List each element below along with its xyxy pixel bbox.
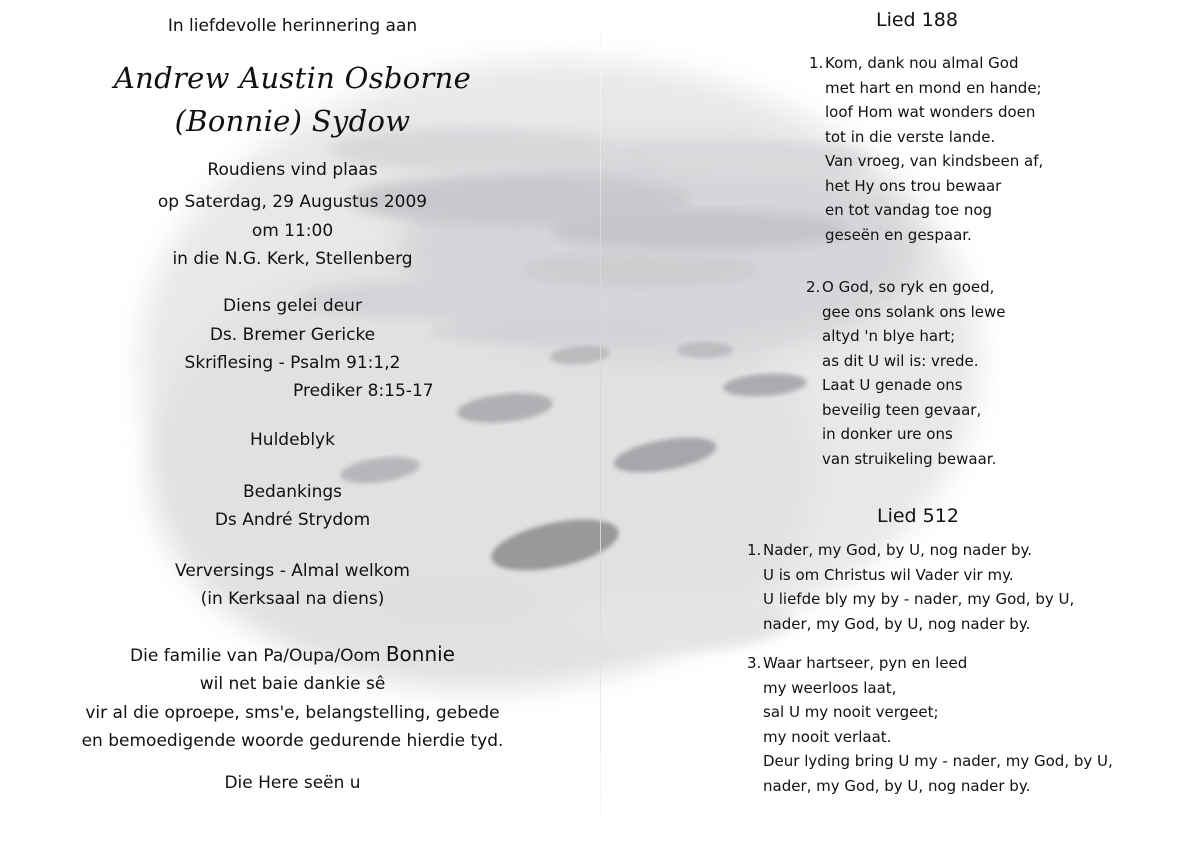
verse-line: my weerloos laat, (763, 678, 897, 697)
hymn-2-title: Lied 512 (877, 505, 959, 527)
deceased-name-line1: Andrew Austin Osborne (113, 61, 472, 95)
led-by-label: Diens gelei deur (223, 296, 362, 316)
verse-line: Deur lyding bring U my - nader, my God, by U, (763, 752, 1113, 770)
verse-line: U is om Christus wil Vader vir my. (763, 565, 1014, 584)
family-thanks-line: en bemoedigende woorde gedurende hierdie tyd. (81, 731, 504, 751)
blessing-text: Die Here seën u (224, 773, 361, 793)
verse-line: Kom, dank nou almal God (825, 54, 1019, 72)
family-thanks-line: vir al die oproepe, sms'e, belangstelling, gebede (85, 703, 500, 723)
led-by-name: Ds. Bremer Gericke (209, 325, 376, 345)
deceased-name-line2: (Bonnie) Sydow (174, 104, 411, 138)
verse-lines (763, 651, 1113, 798)
verse-number: 3. (747, 654, 762, 672)
tribute-heading: Huldeblyk (250, 430, 335, 450)
verse-line: het Hy ons trou bewaar (825, 176, 1002, 195)
verse-line: loof Hom wat wonders doen (825, 103, 1036, 121)
verse-line: gee ons solank ons lewe (822, 302, 1006, 321)
verse-line: sal U my nooit vergeet; (763, 703, 939, 721)
refreshments-note: (in Kerksaal na diens) (200, 589, 385, 609)
service-details-panel (0, 0, 585, 849)
hymn-1-title: Lied 188 (876, 9, 958, 31)
verse-number: 2. (806, 278, 821, 296)
verse-line: tot in die verste lande. (825, 127, 996, 146)
verse-line: Van vroeg, van kindsbeen af, (825, 152, 1044, 170)
verse-line: U liefde bly my by - nader, my God, by U, (763, 590, 1075, 608)
verse-line: my nooit verlaat. (763, 727, 892, 746)
verse-line: in donker ure ons (822, 425, 953, 443)
thanks-label: Bedankings (242, 482, 343, 502)
service-venue: in die N.G. Kerk, Stellenberg (172, 249, 413, 269)
verse-line: beveilig teen gevaar, (822, 400, 982, 419)
scripture-reading: Skriflesing - Psalm 91:1,2 (184, 353, 401, 373)
verse-line: nader, my God, by U, nog nader by. (763, 776, 1031, 795)
family-prefix: Die familie van Pa/Oupa/Oom (130, 646, 386, 666)
verse-line: O God, so ryk en goed, (822, 278, 995, 296)
verse-lines (822, 275, 1006, 471)
service-date: op Saterdag, 29 Augustus 2009 (157, 192, 428, 212)
verse-line: as dit U wil is: vrede. (822, 351, 979, 370)
verse-line: Waar hartseer, pyn en leed (763, 654, 968, 672)
verse-lines (825, 51, 1043, 247)
verse-line: Laat U genade ons (822, 376, 963, 394)
verse-lines (763, 538, 1074, 636)
verse-line: altyd 'n blye hart; (822, 327, 956, 345)
service-line: Roudiens vind plaas (207, 160, 378, 180)
verse-line: met hart en mond en hande; (825, 78, 1042, 97)
hymns-panel (600, 0, 1200, 849)
family-name: Bonnie (385, 642, 455, 666)
intro-text: In liefdevolle herinnering aan (167, 16, 418, 36)
verse-line: nader, my God, by U, nog nader by. (763, 614, 1031, 633)
verse-line: Nader, my God, by U, nog nader by. (763, 541, 1033, 559)
family-thanks-line (0, 642, 585, 668)
thanks-name: Ds André Strydom (214, 510, 371, 530)
verse-line: van struikeling bewaar. (822, 449, 997, 468)
verse-line: en tot vandag toe nog (825, 201, 993, 219)
verse-number: 1. (747, 541, 762, 559)
scripture-reading-second: Prediker 8:15-17 (293, 381, 434, 401)
family-thanks-line: wil net baie dankie sê (199, 674, 386, 694)
refreshments-text: Verversings - Almal welkom (175, 561, 410, 581)
service-time: om 11:00 (251, 221, 334, 241)
verse-line: geseën en gespaar. (825, 225, 972, 244)
verse-number: 1. (809, 54, 824, 72)
